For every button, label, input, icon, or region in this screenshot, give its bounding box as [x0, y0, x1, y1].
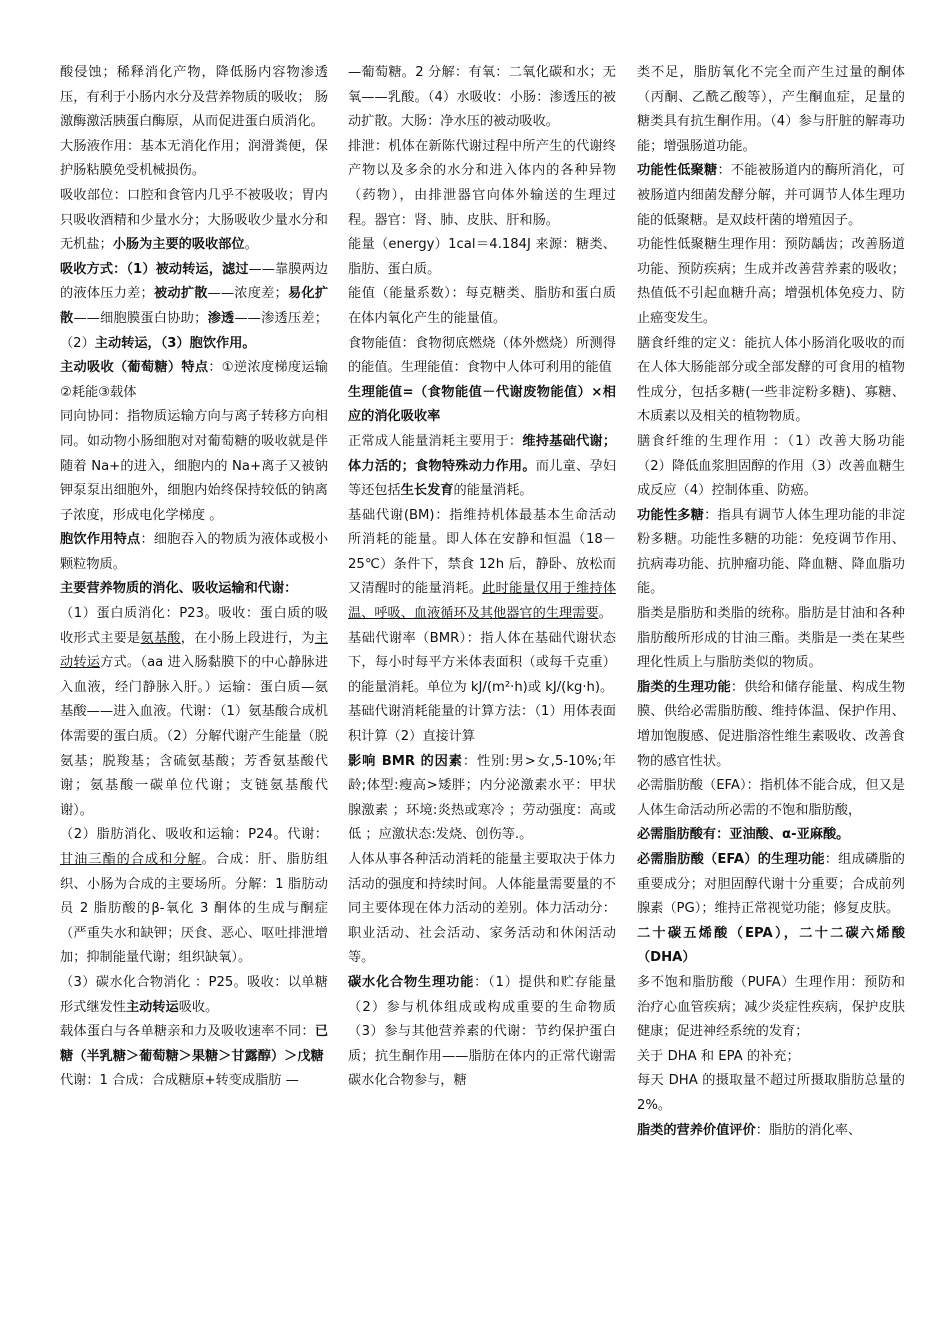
paragraph — [60, 1069, 328, 1094]
text-run: 脂类是脂肪和类脂的统称。脂肪是甘油和各种脂肪酸所形成的甘油三酯。类脂是一类在某些理化性质上与脂肪类似的物质。 — [637, 606, 905, 671]
column-middle — [348, 61, 616, 1094]
text-run: 载体蛋白与各单糖亲和力及吸收速率不同： — [60, 1024, 315, 1040]
text-run: ：性别:男>女,5-10%;年龄;体型:瘦高>矮胖；内分泌激素水平：甲状腺激素 ；环境:炎热或寒冷 ；劳动强度：高或低 ；应激状态:发烧、创伤等.。 — [348, 753, 616, 843]
text-run: 。 — [598, 606, 612, 622]
text-run: （2）脂肪消化、吸收和运输：P24。代谢： — [60, 827, 328, 843]
text-run: 功能性低聚糖 — [637, 163, 718, 179]
text-run: 主动转运 — [60, 630, 329, 671]
text-run: ：组成磷脂的重要成分；对胆固醇代谢十分重要；合成前列腺素（PG）；维持正常视觉功能；修复皮肤。 — [637, 852, 905, 917]
text-run: 。 — [244, 237, 258, 253]
text-run: 渗透 — [207, 310, 235, 326]
paragraph — [348, 430, 616, 504]
paragraph — [637, 602, 905, 676]
text-run: 维持基础代谢；体力活的；食物特殊动力作用。 — [348, 433, 617, 474]
text-run: 二十碳五烯酸（EPA），二十二碳六烯酸（DHA） — [637, 925, 905, 966]
text-run: ：不能被肠道内的酶所消化，可被肠道内细菌发酵分解，并可调节人体生理功能的低聚糖。是双歧杆菌的增殖因子。 — [637, 163, 906, 228]
text-run: 方式。（aa 进入肠黏膜下的中心静脉进入血液，经门静脉入肝。）运输：蛋白质—氨基酸——进入血液。代谢：（1）氨基酸合成机体需要的蛋白质。（2）分解代谢产生能量（脱氨基；脱羧基；含硫氨基酸；芳香氨基酸代谢；氨基酸一碳单位代谢；支链氨基酸代谢）。 — [60, 655, 329, 818]
text-run: 的能量消耗。 — [453, 483, 533, 499]
text-run: 易化扩散 — [60, 286, 329, 326]
paragraph — [60, 356, 328, 405]
text-run: 甘油三酯的合成和分解 — [60, 852, 202, 867]
paragraph — [637, 159, 905, 233]
text-run: 吸收方式：（1）被动转运，滤过 — [60, 261, 249, 277]
text-run: 正常成人能量消耗主要用于： — [348, 433, 523, 449]
text-run: 主动吸收（葡萄糖）特点 — [60, 360, 209, 376]
text-run: —葡萄糖。2 分解：有氧：二氧化碳和水；无氧——乳酸。（4）水吸收：小肠：渗透压的被动扩散。大肠：净水压的被动吸收。 — [348, 65, 616, 130]
text-run: ：供给和储存能量、构成生物膜、供给必需脂肪酸、维持体温、保护作用、增加饱腹感、促进脂溶性维生素吸收、改善食物的感官性状。 — [637, 679, 906, 769]
paragraph — [60, 602, 328, 823]
text-run: ：（1）提供和贮存能量（2）参与机体组成或构成重要的生命物质（3）参与其他营养素的代谢：节约保护蛋白质；抗生酮作用——脂肪在体内的正常代谢需碳水化合物参与，糖 — [348, 974, 617, 1089]
paragraph — [348, 135, 616, 233]
text-run: 食物能值：食物彻底燃烧（体外燃烧）所测得的能值。生理能值：食物中人体可利用的能值 — [348, 335, 616, 376]
paragraph — [60, 135, 328, 184]
paragraph — [348, 627, 616, 701]
text-run: 同向协同：指物质运输方向与离子转移方向相同。如动物小肠细胞对对葡萄糖的吸收就是伴随着 Na+的进入，细胞内的 Na+离子又被钠钾泵泵出细胞外，细胞内始终保持较低的钠离子浓度，形成电化学梯度 。 — [60, 409, 328, 523]
text-run: ，在小肠上段进行，为 — [180, 630, 315, 646]
text-run: 脂类的营养价值评价 — [637, 1122, 756, 1138]
text-run: 必需脂肪酸（EFA）：指机体不能合成，但又是人体生命活动所必需的不饱和脂肪酸， — [637, 778, 905, 818]
paragraph — [637, 1045, 905, 1070]
text-run: 而儿童、孕妇等还包括 — [348, 458, 617, 499]
text-run: 胞饮作用特点 — [60, 532, 141, 548]
text-run: 功能性低聚糖生理作用：预防龋齿；改善肠道功能、预防疾病；生成并改善营养素的吸收；热值低不引起血糖升高；增强机体免疫力、防止癌变发生。 — [637, 237, 905, 326]
text-run: 类不足，脂肪氧化不完全而产生过量的酮体（丙酮、乙酰乙酸等），产生酮血症，足量的糖类具有抗生酮作用。（4）参与肝脏的解毒功能；增强肠道功能。 — [637, 65, 905, 154]
text-run: 关于 DHA 和 EPA 的补充； — [637, 1048, 800, 1064]
text-run: 功能性多糖 — [637, 507, 705, 523]
paragraph — [348, 750, 616, 848]
paragraph — [60, 823, 328, 971]
paragraph — [60, 528, 328, 577]
text-run: （1）蛋白质消化：P23。吸收：蛋白质的吸收形式主要是 — [60, 606, 328, 646]
text-run: 吸收部位：口腔和食管内几乎不被吸收；胃内只吸收酒精和少量水分；大肠吸收少量水分和无机盐； — [60, 187, 328, 253]
text-run: 膳食纤维的生理作用 ：（1）改善大肠功能（2）降低血浆胆固醇的作用（3）改善血糖生成反应（4）控制体重、防癌。 — [637, 433, 905, 499]
paragraph — [348, 504, 616, 627]
paragraph — [637, 61, 905, 159]
paragraph — [637, 332, 905, 430]
text-run: 吸收。 — [178, 999, 219, 1015]
text-run: 主要营养物质的消化、吸收运输和代谢： — [60, 581, 298, 597]
text-run: 生理能值=（食物能值－代谢废物能值）×相应的消化吸收率 — [348, 384, 616, 425]
text-run: 多不饱和脂肪酸（PUFA）生理作用：预防和治疗心血管疾病；减少炎症性疾病，保护皮肤健康；促进神经系统的发育； — [637, 974, 905, 1040]
text-run: 基础代谢率（BMR）：指人体在基础代谢状态下，每小时每平方米体表面积（或每千克重）的能量消耗。单位为 kJ/(m²·h)或 kJ/(kg·h)。 — [348, 630, 616, 695]
paragraph — [348, 282, 616, 331]
paragraph — [637, 430, 905, 504]
text-run: 影响 BMR 的因素 — [348, 753, 463, 769]
paragraph — [348, 233, 616, 282]
paragraph — [637, 504, 905, 602]
paragraph — [637, 1069, 905, 1118]
text-run: 排泄：机体在新陈代谢过程中所产生的代谢终产物以及多余的水分和进入体内的各种异物（药物），由排泄器官向体外输送的生理过程。器官：肾、肺、皮肤、肝和肠。 — [348, 138, 616, 228]
text-run: 基础代谢消耗能量的计算方法：（1）用体表面积计算（2）直接计算 — [348, 704, 616, 745]
text-run: 人体从事各种活动消耗的能量主要取决于体力活动的强度和持续时间。人体能量需要量的不同主要体现在体力活动的差别。体力活动分：职业活动、社会活动、家务活动和休闲活动等。 — [348, 852, 616, 966]
text-run: 小肠为主要的吸收部位 — [112, 237, 245, 253]
text-run: 能量（energy）1cal＝4.184J 来源：糖类、脂肪、蛋白质。 — [348, 237, 616, 277]
text-run: ——靠膜两边的液体压力差； — [60, 261, 329, 302]
paragraph — [348, 971, 616, 1094]
text-run: 主动转运 — [125, 999, 179, 1015]
text-run: 。合成：肝、脂肪组织、小肠为合成的主要场所。分解：1 脂肪动员 2 脂肪酸的β-氧化 3 酮体的生成与酮症 （严重失水和缺钾；厌食、恶心、呕吐排泄增加；抑制能量代谢；组织缺氧）。 — [60, 852, 328, 966]
text-run: 氨基酸 — [140, 630, 181, 646]
text-run: 酸侵蚀；稀释消化产物，降低肠内容物渗透压，有利于小肠内水分及营养物质的吸收； 肠激酶激活胰蛋白酶原，从而促进蛋白质消化。 — [60, 65, 328, 130]
text-run: ——浓度差； — [207, 286, 288, 302]
text-run: ——细胞膜蛋白协助； — [73, 310, 208, 326]
paragraph — [637, 1119, 905, 1144]
paragraph — [637, 848, 905, 922]
paragraph — [637, 233, 905, 331]
paragraph — [60, 61, 328, 135]
text-run: 必需脂肪酸（EFA）的生理功能 — [637, 852, 825, 867]
text-run: 被动扩散 — [153, 286, 208, 302]
paragraph — [348, 848, 616, 971]
paragraph — [60, 184, 328, 258]
text-run: 大肠液作用：基本无消化作用；润滑粪便，保护肠粘膜免受机械损伤。 — [60, 138, 328, 179]
text-run: 基础代谢(BM)：指维持机体最基本生命活动所消耗的能量。即人体在安静和恒温（18－25℃）条件下，禁食 12h 后，静卧、放松而又清醒时的能量消耗。 — [348, 507, 616, 597]
column-right — [637, 61, 905, 1143]
paragraph — [348, 332, 616, 381]
text-run: ：指具有调节人体生理功能的非淀粉多糖。功能性多糖的功能：免疫调节作用、抗病毒功能、抗肿瘤功能、降血糖、降血脂功能。 — [637, 507, 906, 597]
paragraph — [60, 577, 328, 602]
text-run: 每天 DHA 的摄取量不超过所摄取脂肪总量的 2%。 — [637, 1073, 905, 1113]
paragraph — [348, 700, 616, 749]
text-run: 已糖（半乳糖＞葡萄糖＞果糖＞甘露醇）＞戊糖 — [60, 1024, 328, 1064]
paragraph — [637, 922, 905, 971]
paragraph — [60, 1020, 328, 1069]
paragraph — [348, 61, 616, 135]
paragraph — [60, 258, 328, 356]
text-run: ：脂肪的消化率、 — [755, 1122, 862, 1138]
text-run: 膳食纤维的定义：能抗人体小肠消化吸收的而在人体大肠能部分或全部发酵的可食用的植物性成分，包括多糖(一些非淀粉多糖)、寡糖、木质素以及相关的植物物质。 — [637, 335, 905, 425]
paragraph — [60, 405, 328, 528]
text-run: 能值（能量系数）：每克糖类、脂肪和蛋白质在体内氧化产生的能量值。 — [348, 286, 616, 326]
text-run: 此时能量仅用于维持体温、呼吸、血液循环及其他器官的生理需要 — [348, 581, 617, 622]
paragraph — [637, 676, 905, 774]
text-run: ：①逆浓度梯度运输②耗能③载体 — [60, 360, 328, 400]
column-left — [60, 61, 328, 1094]
text-run: 主动转运，（3）胞饮作用。 — [94, 335, 256, 351]
text-run: （3）碳水化合物消化 ：P25。吸收：以单糖形式继发性 — [60, 974, 328, 1015]
paragraph — [60, 971, 328, 1020]
text-run: 代谢：1 合成：合成糖原+转变成脂肪 — — [60, 1073, 299, 1089]
text-run: 脂类的生理功能 — [637, 679, 731, 695]
text-run: ：细胞吞入的物质为液体或极小颗粒物质。 — [60, 532, 329, 572]
paragraph — [637, 971, 905, 1045]
text-run: 生长发育 — [400, 483, 454, 499]
text-run: 碳水化合物生理功能 — [348, 974, 475, 990]
paragraph — [348, 381, 616, 430]
text-run: ——渗透压差；（2） — [60, 310, 328, 351]
paragraph — [637, 774, 905, 823]
text-run: 必需脂肪酸有：亚油酸、α-亚麻酸。 — [637, 827, 850, 843]
paragraph — [637, 823, 905, 848]
